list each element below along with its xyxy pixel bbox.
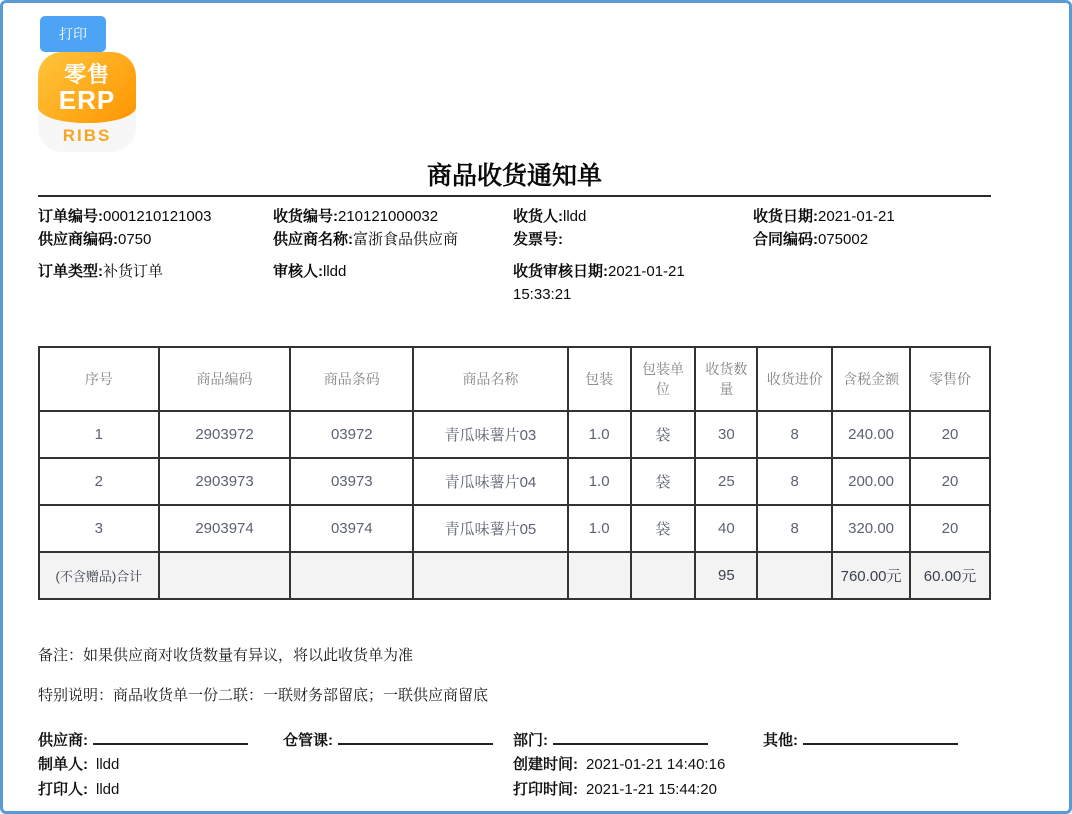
order-info — [38, 205, 991, 306]
logo-subtitle: RIBS — [62, 126, 112, 145]
footer-row-2 — [38, 777, 991, 802]
col-receipt-qty: 收货数量 — [695, 347, 757, 411]
field-invoice-no: 发票号: — [513, 231, 563, 248]
field-auditor: 审核人:lldd — [273, 263, 347, 280]
col-product-name: 商品名称 — [413, 347, 568, 411]
sign-department: 部门: — [513, 729, 763, 752]
maker-field: 制单人: lldd — [38, 756, 120, 773]
field-contract-code: 合同编码:075002 — [753, 231, 869, 248]
field-receipt-date: 收货日期:2021-01-21 — [753, 208, 895, 225]
sign-supplier: 供应商: — [38, 729, 283, 752]
field-empty — [753, 260, 991, 306]
col-package-unit: 包装单位 — [631, 347, 696, 411]
signature-line — [338, 729, 493, 745]
footer-row-1 — [38, 752, 991, 777]
document-body — [38, 3, 991, 802]
sign-other: 其他: — [763, 729, 991, 752]
signature-row — [38, 729, 991, 752]
col-purchase-price: 收货进价 — [757, 347, 832, 411]
col-seq: 序号 — [39, 347, 159, 411]
table-row: 2 2903973 03973 青瓜味薯片04 1.0 袋 25 8 200.00 20 — [39, 458, 990, 505]
field-receiver: 收货人:lldd — [513, 208, 587, 225]
signature-line — [553, 729, 708, 745]
table-row: 3 2903974 03974 青瓜味薯片05 1.0 袋 40 8 320.00 20 — [39, 505, 990, 552]
field-audit-date: 收货审核日期:2021-01-21 15:33:21 — [513, 263, 685, 303]
col-package: 包装 — [568, 347, 631, 411]
title-divider — [38, 195, 991, 197]
field-order-no: 订单编号:0001210121003 — [38, 208, 212, 225]
field-receipt-no: 收货编号:210121000032 — [273, 208, 439, 225]
items-table — [38, 346, 991, 600]
signature-line — [93, 729, 248, 745]
logo-line1: 零售 — [63, 61, 110, 87]
info-row-1 — [38, 205, 991, 228]
info-row-3 — [38, 260, 991, 306]
page-title: 商品收货通知单 — [426, 162, 602, 190]
info-row-2 — [38, 228, 991, 251]
col-product-code: 商品编码 — [159, 347, 291, 411]
signature-line — [803, 729, 958, 745]
field-supplier-code: 供应商编码:0750 — [38, 231, 152, 248]
table-total-row: (不含赠品)合计 95 760.00元 60.00元 — [39, 552, 990, 599]
col-barcode: 商品条码 — [290, 347, 413, 411]
print-button[interactable]: 打印 — [40, 16, 106, 52]
field-order-type: 订单类型:补货订单 — [38, 263, 164, 280]
created-field: 创建时间: 2021-01-21 14:40:16 — [513, 756, 726, 773]
field-supplier-name: 供应商名称:富浙食品供应商 — [273, 231, 459, 248]
logo-line2: ERP — [58, 84, 116, 115]
remark-note: 备注：如果供应商对收货数量有异议，将以此收货单为准 — [38, 647, 414, 664]
sign-warehouse: 仓管课: — [283, 729, 513, 752]
table-row: 1 2903972 03972 青瓜味薯片03 1.0 袋 30 8 240.00 20 — [39, 411, 990, 458]
printed-field: 打印时间: 2021-1-21 15:44:20 — [513, 781, 717, 798]
col-tax-amount: 含税金额 — [832, 347, 910, 411]
col-retail-price: 零售价 — [910, 347, 990, 411]
remark-label: 备注： — [38, 647, 84, 664]
printer-field: 打印人: lldd — [38, 781, 120, 798]
special-label: 特别说明： — [38, 687, 114, 704]
special-note: 特别说明：商品收货单一份二联：一联财务部留底；一联供应商留底 — [38, 687, 489, 704]
logo-orange-panel — [38, 52, 136, 123]
table-header-row — [39, 347, 990, 411]
app-logo — [38, 52, 136, 152]
